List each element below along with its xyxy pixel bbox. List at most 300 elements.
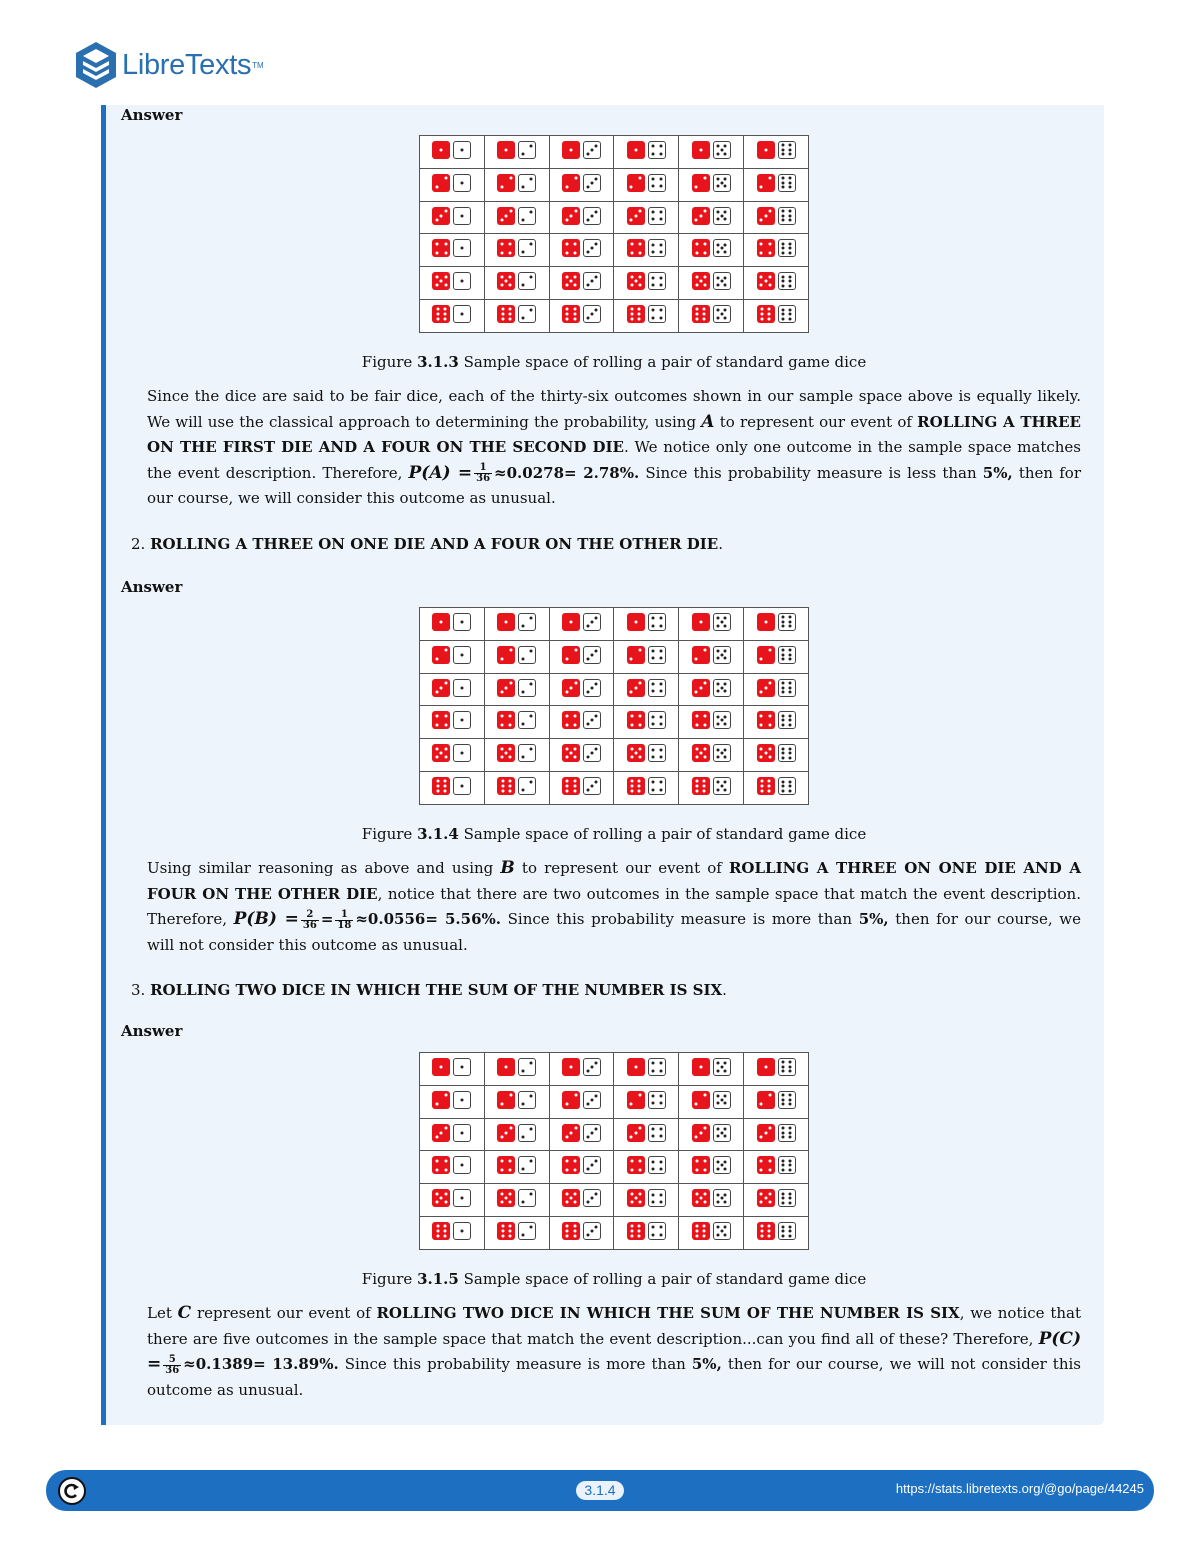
dice-outcome-cell — [549, 300, 614, 333]
dice-outcome-cell — [744, 640, 809, 673]
first-die-5 — [757, 1189, 775, 1207]
second-die-3 — [583, 1189, 601, 1207]
second-die-5 — [713, 1156, 731, 1174]
second-die-3 — [583, 1124, 601, 1142]
second-die-2 — [518, 613, 536, 631]
fraction: $\frac{2}{36}$ — [302, 908, 317, 931]
dice-outcome-cell — [614, 1184, 679, 1217]
first-die-2 — [562, 646, 580, 664]
first-die-3 — [497, 207, 515, 225]
figure-caption: Figure 3.1.5 Sample space of rolling a pair of standard game dice — [361, 1270, 867, 1288]
first-die-6 — [692, 1222, 710, 1240]
brand-tm: TM — [252, 60, 264, 70]
dice-row — [420, 1085, 809, 1118]
page-number: 3.1.4 — [576, 1481, 624, 1500]
dice-outcome-cell — [614, 1053, 679, 1086]
dice-outcome-cell — [549, 1053, 614, 1086]
second-die-2 — [518, 777, 536, 795]
second-die-1 — [453, 679, 471, 697]
second-die-6 — [778, 239, 796, 257]
second-die-1 — [453, 1058, 471, 1076]
first-die-6 — [562, 305, 580, 323]
second-die-2 — [518, 1091, 536, 1109]
libretexts-logo[interactable] — [74, 40, 264, 90]
dice-outcome-cell — [420, 640, 485, 673]
dice-outcome-cell — [679, 234, 744, 267]
dice-outcome-cell — [549, 267, 614, 300]
dice-outcome-cell — [679, 201, 744, 234]
second-die-2 — [518, 272, 536, 290]
dice-row — [420, 1217, 809, 1250]
first-die-6 — [627, 777, 645, 795]
dice-outcome-cell — [420, 608, 485, 641]
dice-outcome-cell — [420, 267, 485, 300]
dice-outcome-cell — [744, 201, 809, 234]
first-die-1 — [757, 1058, 775, 1076]
dice-row — [420, 136, 809, 169]
dice-row — [420, 772, 809, 805]
first-die-1 — [497, 141, 515, 159]
first-die-5 — [692, 272, 710, 290]
first-die-5 — [562, 272, 580, 290]
second-die-1 — [453, 1091, 471, 1109]
second-die-2 — [518, 679, 536, 697]
second-die-5 — [713, 207, 731, 225]
second-die-5 — [713, 1222, 731, 1240]
dice-row — [420, 267, 809, 300]
second-die-1 — [453, 613, 471, 631]
second-die-5 — [713, 174, 731, 192]
dice-outcome-cell — [549, 640, 614, 673]
second-die-3 — [583, 711, 601, 729]
second-die-1 — [453, 1124, 471, 1142]
second-die-6 — [778, 272, 796, 290]
dice-outcome-cell — [679, 673, 744, 706]
second-die-4 — [648, 646, 666, 664]
first-die-5 — [757, 744, 775, 762]
dice-outcome-cell — [744, 1053, 809, 1086]
dice-outcome-cell — [484, 772, 549, 805]
first-die-1 — [692, 613, 710, 631]
dice-outcome-cell — [744, 1085, 809, 1118]
first-die-2 — [432, 1091, 450, 1109]
first-die-4 — [497, 711, 515, 729]
second-die-3 — [583, 1091, 601, 1109]
dice-outcome-cell — [744, 1217, 809, 1250]
first-die-1 — [562, 613, 580, 631]
second-die-3 — [583, 679, 601, 697]
dice-outcome-cell — [484, 640, 549, 673]
first-die-4 — [757, 239, 775, 257]
dice-outcome-cell — [484, 608, 549, 641]
first-die-5 — [627, 744, 645, 762]
second-die-6 — [778, 141, 796, 159]
dice-outcome-cell — [744, 267, 809, 300]
dice-outcome-cell — [420, 1184, 485, 1217]
dice-outcome-cell — [679, 706, 744, 739]
dice-outcome-cell — [744, 136, 809, 169]
dice-row — [420, 1053, 809, 1086]
second-die-3 — [583, 239, 601, 257]
dice-outcome-cell — [679, 772, 744, 805]
dice-outcome-cell — [614, 267, 679, 300]
first-die-1 — [432, 613, 450, 631]
first-die-6 — [692, 777, 710, 795]
first-die-4 — [432, 1156, 450, 1174]
first-die-5 — [497, 272, 515, 290]
first-die-6 — [757, 777, 775, 795]
dice-outcome-cell — [549, 739, 614, 772]
first-die-1 — [497, 613, 515, 631]
dice-outcome-cell — [549, 234, 614, 267]
dice-outcome-cell — [614, 640, 679, 673]
dice-outcome-cell — [679, 1085, 744, 1118]
second-die-2 — [518, 1058, 536, 1076]
first-die-5 — [627, 272, 645, 290]
answer-label[interactable]: Answer — [121, 1022, 183, 1040]
first-die-4 — [627, 711, 645, 729]
first-die-1 — [757, 613, 775, 631]
second-die-4 — [648, 1222, 666, 1240]
first-die-2 — [757, 646, 775, 664]
second-die-3 — [583, 777, 601, 795]
first-die-2 — [692, 1091, 710, 1109]
dice-outcome-cell — [549, 706, 614, 739]
dice-row — [420, 1151, 809, 1184]
dice-sample-space-grid — [419, 135, 809, 333]
second-die-6 — [778, 646, 796, 664]
page-url-link[interactable]: https://stats.libretexts.org/@go/page/44245 — [895, 1481, 1144, 1496]
dice-outcome-cell — [679, 640, 744, 673]
second-die-1 — [453, 1189, 471, 1207]
first-die-6 — [757, 305, 775, 323]
second-die-1 — [453, 777, 471, 795]
first-die-6 — [562, 777, 580, 795]
second-die-4 — [648, 141, 666, 159]
first-die-1 — [757, 141, 775, 159]
first-die-6 — [562, 1222, 580, 1240]
second-die-6 — [778, 1124, 796, 1142]
second-die-5 — [713, 613, 731, 631]
dice-outcome-cell — [420, 1151, 485, 1184]
dice-row — [420, 739, 809, 772]
dice-outcome-cell — [420, 739, 485, 772]
dice-outcome-cell — [679, 267, 744, 300]
dice-sample-space-grid — [419, 607, 809, 805]
first-die-3 — [497, 679, 515, 697]
second-die-3 — [583, 305, 601, 323]
dice-outcome-cell — [679, 739, 744, 772]
dice-row — [420, 168, 809, 201]
dice-outcome-cell — [614, 608, 679, 641]
dice-outcome-cell — [420, 234, 485, 267]
dice-outcome-cell — [549, 201, 614, 234]
dice-outcome-cell — [420, 673, 485, 706]
second-die-6 — [778, 1058, 796, 1076]
dice-outcome-cell — [614, 1085, 679, 1118]
dice-row — [420, 1118, 809, 1151]
dice-outcome-cell — [744, 1184, 809, 1217]
second-die-6 — [778, 305, 796, 323]
dice-outcome-cell — [420, 136, 485, 169]
second-die-5 — [713, 711, 731, 729]
first-die-2 — [627, 174, 645, 192]
first-die-6 — [692, 305, 710, 323]
second-die-6 — [778, 174, 796, 192]
second-die-6 — [778, 679, 796, 697]
dice-row — [420, 234, 809, 267]
dice-outcome-cell — [549, 673, 614, 706]
first-die-1 — [562, 1058, 580, 1076]
second-die-2 — [518, 305, 536, 323]
second-die-2 — [518, 646, 536, 664]
second-die-4 — [648, 777, 666, 795]
second-die-2 — [518, 1189, 536, 1207]
second-die-2 — [518, 239, 536, 257]
dice-outcome-cell — [744, 739, 809, 772]
first-die-1 — [497, 1058, 515, 1076]
first-die-3 — [432, 679, 450, 697]
dice-outcome-cell — [549, 772, 614, 805]
second-die-6 — [778, 1091, 796, 1109]
dice-outcome-cell — [484, 1217, 549, 1250]
dice-outcome-cell — [484, 739, 549, 772]
first-die-3 — [692, 207, 710, 225]
first-die-5 — [692, 744, 710, 762]
first-die-4 — [562, 711, 580, 729]
second-die-3 — [583, 1058, 601, 1076]
second-die-2 — [518, 744, 536, 762]
second-die-2 — [518, 711, 536, 729]
second-die-5 — [713, 1189, 731, 1207]
second-die-2 — [518, 1124, 536, 1142]
dice-row — [420, 673, 809, 706]
dice-outcome-cell — [679, 1118, 744, 1151]
second-die-3 — [583, 613, 601, 631]
answer-label[interactable]: Answer — [121, 106, 183, 124]
second-die-4 — [648, 1124, 666, 1142]
first-die-2 — [692, 646, 710, 664]
second-die-5 — [713, 777, 731, 795]
first-die-3 — [497, 1124, 515, 1142]
dice-row — [420, 640, 809, 673]
libretexts-cube-icon — [74, 40, 118, 90]
second-die-4 — [648, 1189, 666, 1207]
dice-outcome-cell — [614, 201, 679, 234]
second-die-5 — [713, 239, 731, 257]
first-die-3 — [757, 679, 775, 697]
first-die-3 — [562, 1124, 580, 1142]
dice-outcome-cell — [484, 201, 549, 234]
first-die-3 — [757, 207, 775, 225]
first-die-3 — [627, 207, 645, 225]
dice-outcome-cell — [549, 136, 614, 169]
dice-outcome-cell — [614, 1217, 679, 1250]
first-die-6 — [497, 1222, 515, 1240]
dice-outcome-cell — [420, 168, 485, 201]
second-die-2 — [518, 1156, 536, 1174]
second-die-1 — [453, 141, 471, 159]
second-die-5 — [713, 679, 731, 697]
dice-outcome-cell — [679, 136, 744, 169]
second-die-3 — [583, 646, 601, 664]
second-die-4 — [648, 207, 666, 225]
second-die-1 — [453, 1222, 471, 1240]
first-die-3 — [692, 1124, 710, 1142]
dice-outcome-cell — [614, 168, 679, 201]
fraction: $\frac{1}{36}$ — [476, 462, 491, 484]
second-die-5 — [713, 1124, 731, 1142]
dice-outcome-cell — [484, 706, 549, 739]
first-die-1 — [692, 141, 710, 159]
list-item-2: 2. ROLLING A THREE ON ONE DIE AND A FOUR ON THE OTHER DIE. — [131, 535, 724, 553]
dice-outcome-cell — [549, 1184, 614, 1217]
dice-row — [420, 201, 809, 234]
list-item-3: 3. ROLLING TWO DICE IN WHICH THE SUM OF THE NUMBER IS SIX. — [131, 981, 727, 999]
first-die-1 — [692, 1058, 710, 1076]
second-die-1 — [453, 646, 471, 664]
first-die-2 — [757, 174, 775, 192]
first-die-4 — [692, 239, 710, 257]
dice-outcome-cell — [549, 608, 614, 641]
first-die-4 — [497, 239, 515, 257]
second-die-4 — [648, 174, 666, 192]
brand-name: LibreTexts — [122, 48, 252, 81]
second-die-6 — [778, 744, 796, 762]
dice-outcome-cell — [614, 739, 679, 772]
first-die-3 — [627, 1124, 645, 1142]
first-die-4 — [562, 1156, 580, 1174]
dice-outcome-cell — [484, 168, 549, 201]
first-die-2 — [627, 646, 645, 664]
dice-outcome-cell — [549, 1118, 614, 1151]
dice-outcome-cell — [484, 1184, 549, 1217]
first-die-2 — [432, 646, 450, 664]
second-die-3 — [583, 272, 601, 290]
dice-row — [420, 300, 809, 333]
dice-outcome-cell — [744, 772, 809, 805]
first-die-6 — [757, 1222, 775, 1240]
second-die-5 — [713, 646, 731, 664]
dice-outcome-cell — [744, 1118, 809, 1151]
second-die-5 — [713, 141, 731, 159]
first-die-3 — [562, 207, 580, 225]
first-die-6 — [627, 305, 645, 323]
dice-outcome-cell — [484, 673, 549, 706]
first-die-3 — [692, 679, 710, 697]
second-die-6 — [778, 1189, 796, 1207]
first-die-6 — [432, 777, 450, 795]
first-die-3 — [757, 1124, 775, 1142]
second-die-4 — [648, 272, 666, 290]
first-die-2 — [757, 1091, 775, 1109]
dice-outcome-cell — [679, 1151, 744, 1184]
first-die-4 — [562, 239, 580, 257]
first-die-5 — [692, 1189, 710, 1207]
dice-outcome-cell — [484, 136, 549, 169]
first-die-4 — [432, 239, 450, 257]
first-die-3 — [432, 207, 450, 225]
dice-outcome-cell — [744, 1151, 809, 1184]
second-die-2 — [518, 1222, 536, 1240]
dice-outcome-cell — [420, 1217, 485, 1250]
first-die-1 — [432, 141, 450, 159]
dice-outcome-cell — [744, 673, 809, 706]
first-die-5 — [497, 1189, 515, 1207]
first-die-1 — [432, 1058, 450, 1076]
first-die-5 — [562, 1189, 580, 1207]
explanation-paragraph: Since the dice are said to be fair dice, each of the thirty-six outcomes shown in our sample space above is equally likely. We will use the classical approach to determining the probability, using A to represent our event of ROLLING A THREE ON THE FIRST DIE AND A FOUR ON THE SECOND DIE. We notice only one outcome in the sample space matches the event description. Therefore, P(A) = $\frac{1}{36}$ ≈0.0278= 2.78%. Since this probability measure is less than 5%, then for our course, we will consider this outcome as unusual. — [147, 387, 1081, 507]
second-die-5 — [713, 1058, 731, 1076]
second-die-4 — [648, 1156, 666, 1174]
first-die-1 — [627, 1058, 645, 1076]
dice-outcome-cell — [484, 1085, 549, 1118]
answer-label[interactable]: Answer — [121, 578, 183, 596]
second-die-1 — [453, 305, 471, 323]
dice-outcome-cell — [679, 168, 744, 201]
first-die-6 — [627, 1222, 645, 1240]
second-die-1 — [453, 207, 471, 225]
second-die-4 — [648, 711, 666, 729]
second-die-6 — [778, 711, 796, 729]
first-die-3 — [627, 679, 645, 697]
second-die-1 — [453, 272, 471, 290]
second-die-1 — [453, 1156, 471, 1174]
first-die-2 — [562, 1091, 580, 1109]
first-die-4 — [692, 1156, 710, 1174]
dice-outcome-cell — [679, 608, 744, 641]
dice-outcome-cell — [420, 1118, 485, 1151]
second-die-5 — [713, 744, 731, 762]
cc-license-icon[interactable] — [58, 1477, 86, 1505]
second-die-1 — [453, 711, 471, 729]
second-die-3 — [583, 1156, 601, 1174]
dice-outcome-cell — [744, 168, 809, 201]
first-die-5 — [497, 744, 515, 762]
first-die-4 — [627, 239, 645, 257]
first-die-5 — [757, 272, 775, 290]
dice-outcome-cell — [420, 706, 485, 739]
second-die-5 — [713, 272, 731, 290]
dice-outcome-cell — [484, 234, 549, 267]
dice-outcome-cell — [614, 772, 679, 805]
first-die-3 — [562, 679, 580, 697]
second-die-3 — [583, 141, 601, 159]
first-die-1 — [562, 141, 580, 159]
first-die-2 — [432, 174, 450, 192]
first-die-4 — [627, 1156, 645, 1174]
dice-outcome-cell — [549, 168, 614, 201]
second-die-6 — [778, 207, 796, 225]
second-die-4 — [648, 744, 666, 762]
second-die-4 — [648, 305, 666, 323]
fraction: $\frac{1}{18}$ — [337, 908, 352, 931]
second-die-2 — [518, 141, 536, 159]
first-die-2 — [497, 1091, 515, 1109]
dice-outcome-cell — [614, 1118, 679, 1151]
first-die-5 — [432, 1189, 450, 1207]
first-die-4 — [757, 1156, 775, 1174]
dice-outcome-cell — [484, 1118, 549, 1151]
second-die-3 — [583, 744, 601, 762]
first-die-5 — [627, 1189, 645, 1207]
second-die-3 — [583, 1222, 601, 1240]
second-die-4 — [648, 1091, 666, 1109]
first-die-2 — [497, 174, 515, 192]
second-die-4 — [648, 239, 666, 257]
dice-row — [420, 608, 809, 641]
first-die-2 — [627, 1091, 645, 1109]
